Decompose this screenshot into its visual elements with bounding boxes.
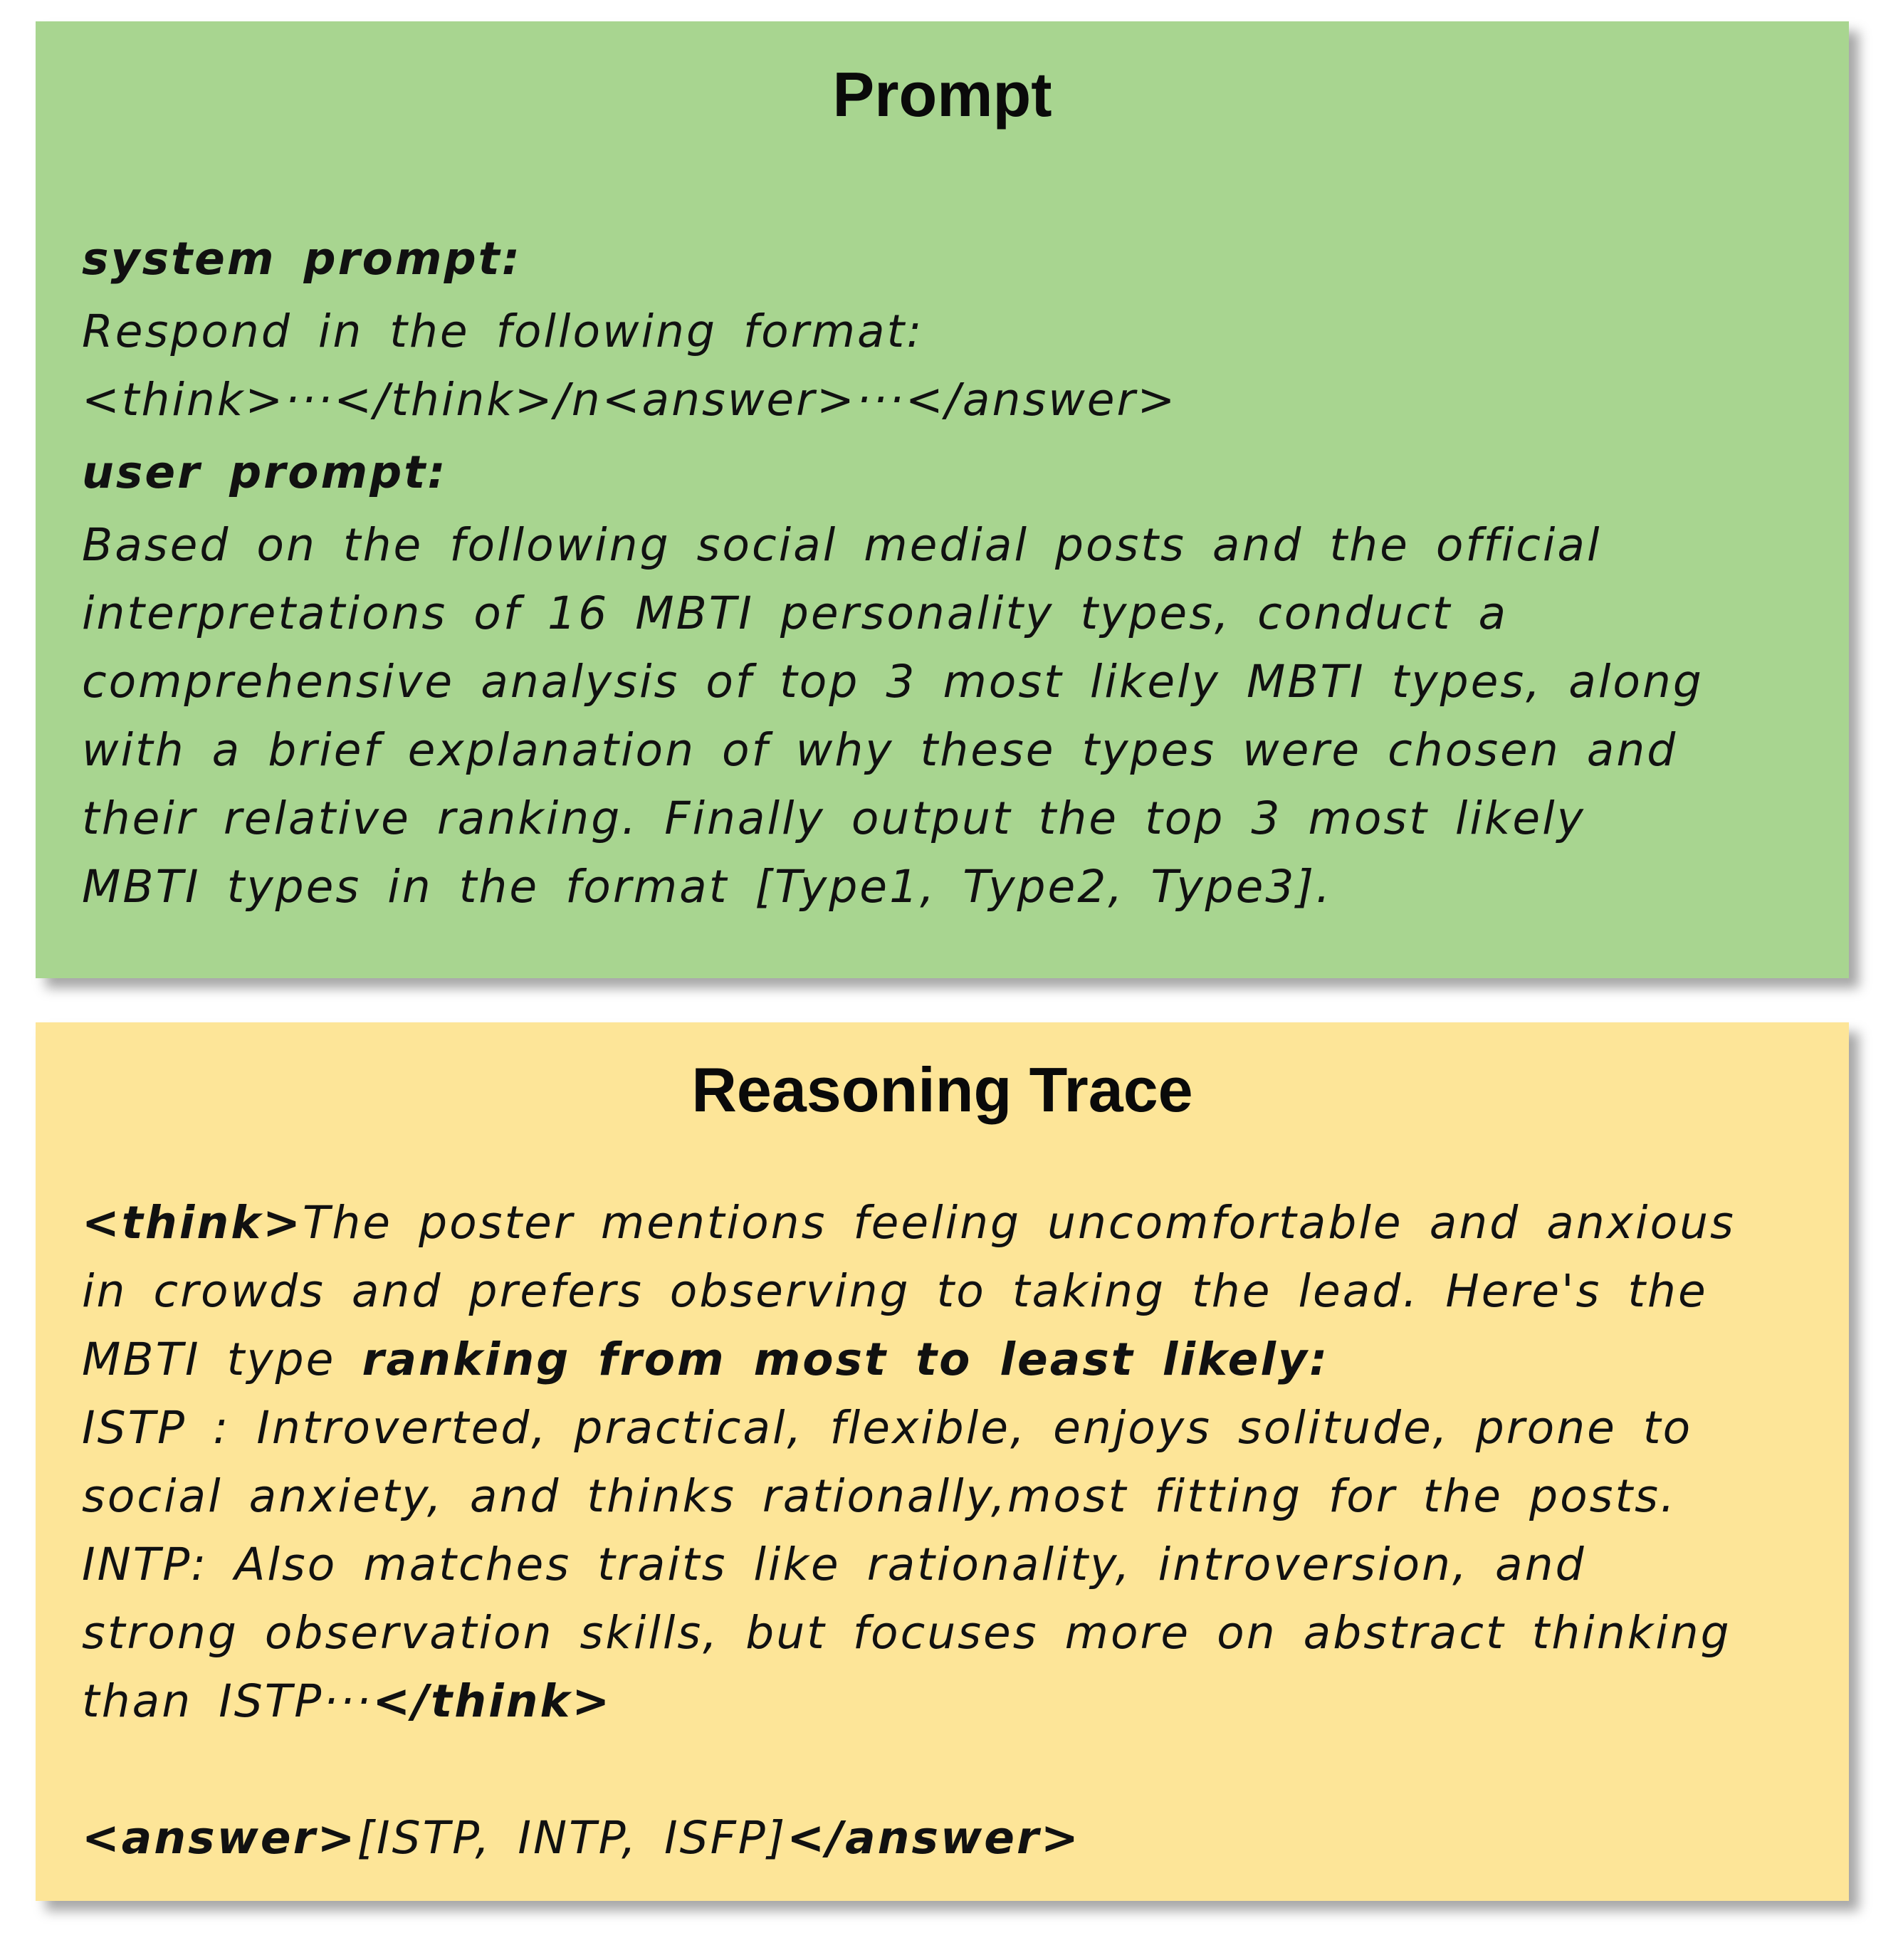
trace-text: The poster mentions feeling uncomfortable and anxious: [302, 1197, 1736, 1249]
prompt-title: Prompt: [832, 59, 1052, 130]
reasoning-trace-title: Reasoning Trace: [691, 1054, 1193, 1125]
trace-line: strong observation skills, but focuses more on abstract thinking: [82, 1607, 1731, 1659]
user-prompt-label: user prompt:: [82, 446, 448, 498]
think-close-tag: </think>: [372, 1675, 612, 1727]
system-prompt-label: system prompt:: [82, 233, 522, 285]
user-prompt-line: MBTI types in the format [Type1, Type2, Type3].: [82, 861, 1333, 913]
trace-line: [82, 1326, 1799, 1394]
answer-close-tag: </answer>: [787, 1812, 1081, 1864]
answer-value: [ISTP, INTP, ISFP]: [357, 1812, 787, 1864]
trace-line: [82, 1189, 1799, 1257]
ranking-heading: ranking from most to least likely:: [362, 1333, 1330, 1385]
system-prompt-line: <think>···</think>/n<answer>···</answer>: [82, 374, 1178, 426]
answer-line: [82, 1804, 1799, 1872]
trace-line: [82, 1667, 1799, 1736]
user-prompt-line: their relative ranking. Finally output the top 3 most likely: [82, 792, 1585, 844]
system-prompt-line: Respond in the following format:: [82, 305, 924, 357]
prompt-panel: [36, 21, 1849, 978]
blank-line: [82, 1736, 1799, 1804]
user-prompt-line: interpretations of 16 MBTI personality types, conduct a: [82, 587, 1509, 639]
answer-open-tag: <answer>: [82, 1812, 357, 1864]
user-prompt-line: with a brief explanation of why these types were chosen and: [82, 724, 1678, 776]
user-prompt-line: comprehensive analysis of top 3 most likely MBTI types, along: [82, 656, 1704, 708]
reasoning-trace-body: [82, 1189, 1799, 1872]
prompt-body: [82, 221, 1799, 921]
trace-line: ISTP : Introverted, practical, flexible, enjoys solitude, prone to: [82, 1402, 1693, 1454]
user-prompt-line: Based on the following social medial posts and the official: [82, 519, 1602, 571]
trace-text: MBTI type: [82, 1333, 362, 1385]
trace-line: INTP: Also matches traits like rationality, introversion, and: [82, 1539, 1586, 1590]
think-open-tag: <think>: [82, 1197, 303, 1249]
reasoning-trace-panel: [36, 1022, 1849, 1901]
trace-line: social anxiety, and thinks rationally,most fitting for the posts.: [82, 1470, 1677, 1522]
trace-text: than ISTP···: [82, 1675, 373, 1727]
trace-line: in crowds and prefers observing to taking the lead. Here's the: [82, 1265, 1708, 1317]
